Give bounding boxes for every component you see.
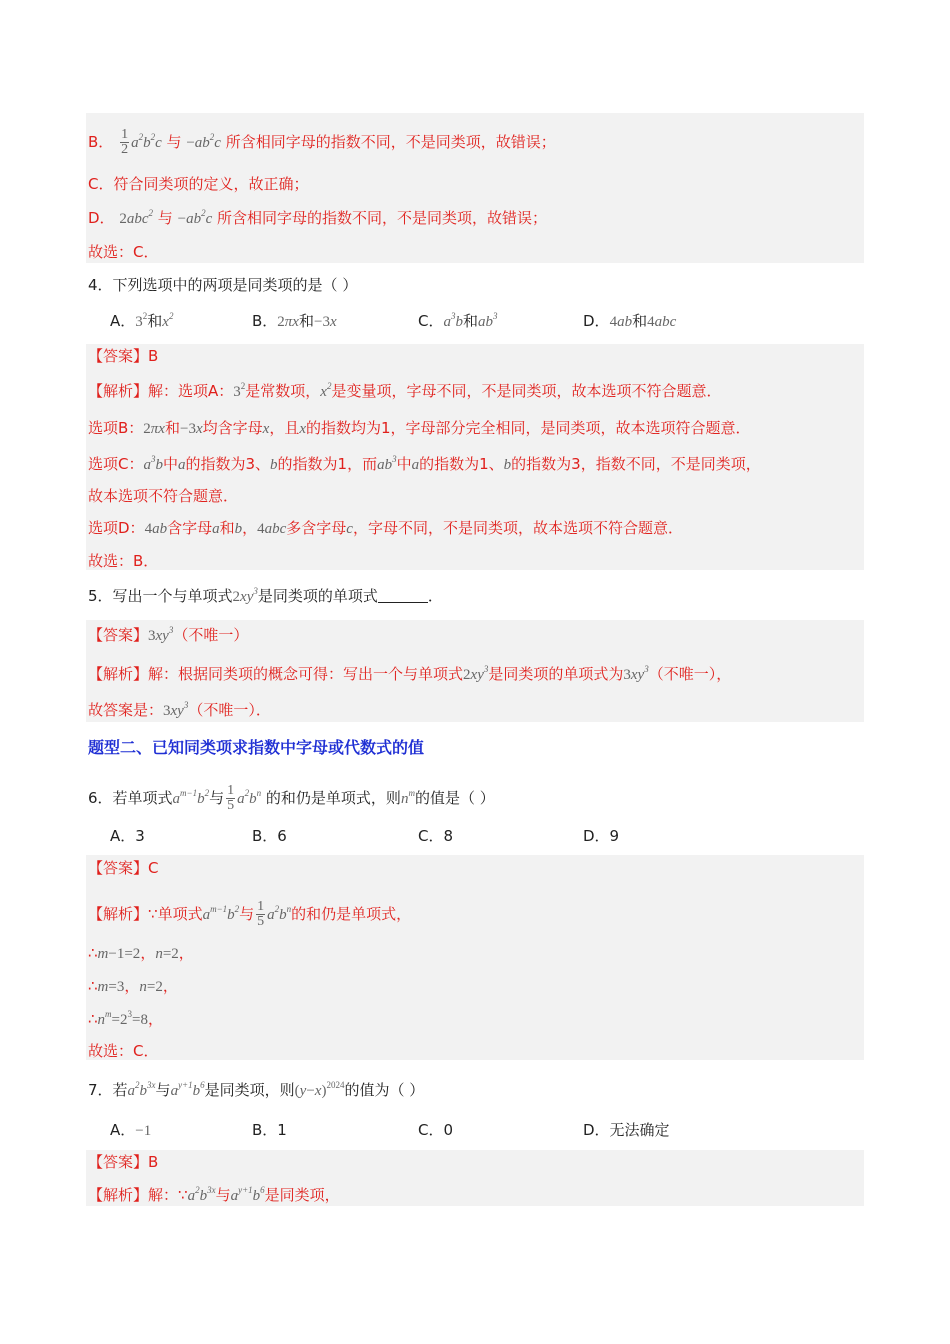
- q4-analysis-c: 选项C：$a^3b$中a的指数为3、b的指数为1，而$ab^3$中a的指数为1、b的指数为3，指数不同，不是同类项，: [88, 454, 761, 473]
- q4-analysis-b: 选项B：2πx和−3x均含字母x，且x的指数均为1，字母部分完全相同，是同类项，故本选项符合题意．: [88, 419, 751, 437]
- q4-analysis-c-cont: 故本选项不符合题意．: [88, 487, 239, 505]
- q7-option-c: C．0: [418, 1121, 454, 1139]
- q4-option-d: D．4ab和4abc: [583, 312, 677, 330]
- q5-final-answer: 故答案是：$3xy^3$（不唯一）．: [88, 700, 271, 719]
- q6-option-a: A．3: [110, 827, 145, 845]
- q5-answer: 【答案】$3xy^3$（不唯一）: [88, 625, 249, 644]
- q3-conclusion: 故选：C．: [88, 243, 159, 261]
- q6-stem: 6．若单项式$a^{m-1}b^2$与 $\frac{1}{5}$ $a^2b^n$ 的和仍是单项式，则$n^m$的值是（ ）: [88, 783, 495, 813]
- q6-step-2: ∴m=3，n=2，: [88, 977, 178, 995]
- q4-answer: 【答案】B: [88, 347, 159, 365]
- q6-analysis: 【解析】∵单项式$a^{m-1}b^2$与 $\frac{1}{5}$ $a^2b^n$的和仍是单项式，: [88, 899, 412, 929]
- q7-answer: 【答案】B: [88, 1153, 159, 1171]
- q7-option-d: D．无法确定: [583, 1121, 670, 1139]
- q6-conclusion: 故选：C．: [88, 1042, 159, 1060]
- q4-analysis-a: 【解析】解：选项A：$3^2$是常数项，$x^2$是变量项，字母不同，不是同类项，故本选项不符合题意．: [88, 381, 722, 400]
- q3-option-b-analysis: B． $\frac{1}{2}$ $a^2b^2c$ 与 $-ab^2c$ 所含相同字母的指数不同，不是同类项，故错误；: [88, 127, 556, 157]
- q6-answer: 【答案】C: [88, 859, 159, 877]
- answer-blank: [378, 588, 428, 603]
- q5-stem: 5．写出一个与单项式$2xy^3$是同类项的单项式 ．: [88, 586, 443, 605]
- q4-option-b: B．2πx和−3x: [252, 312, 337, 330]
- section-heading: 题型二、已知同类项求指数中字母或代数式的值: [88, 738, 425, 757]
- q6-solution-box: [86, 855, 864, 1060]
- q4-analysis-d: 选项D：4ab含字母a和b，4abc多含字母c，字母不同，不是同类项，故本选项不符合题意．: [88, 519, 683, 537]
- fraction-fifth: $\frac{1}{5}$: [227, 783, 235, 813]
- q4-option-a: A．$3^2$和$x^2$: [110, 311, 174, 330]
- q6-option-d: D．9: [583, 827, 620, 845]
- q4-stem: 4．下列选项中的两项是同类项的是（ ）: [88, 276, 358, 294]
- q6-option-b: B．6: [252, 827, 287, 845]
- q6-step-1: ∴m−1=2，n=2，: [88, 944, 194, 962]
- q3-option-d-analysis: D． 2abc$^2$ 与 $-ab^2c$ 所含相同字母的指数不同，不是同类项，故错误；: [88, 208, 548, 227]
- q6-option-c: C．8: [418, 827, 454, 845]
- q7-option-b: B．1: [252, 1121, 287, 1139]
- q7-stem: 7．若$a^2b^{3x}$与$a^{y+1}b^6$是同类项，则$(y-x)^{2024}$的值为（ ）: [88, 1080, 425, 1099]
- q5-analysis: 【解析】解：根据同类项的概念可得：写出一个与单项式$2xy^3$是同类项的单项式为$3xy^3$（不唯一），: [88, 664, 732, 683]
- fraction-half: $\frac{1}{2}$: [121, 127, 129, 157]
- q3-option-c-analysis: C．符合同类项的定义，故正确；: [88, 175, 309, 193]
- q7-analysis: 【解析】解：$\because a^2b^{3x}$与$a^{y+1}b^6$是同类项，: [88, 1185, 340, 1204]
- fraction-fifth: $\frac{1}{5}$: [257, 899, 265, 929]
- q7-option-a: A．−1: [110, 1121, 152, 1139]
- q4-conclusion: 故选：B．: [88, 552, 159, 570]
- q4-option-c: C．$a^3b$和$ab^3$: [418, 311, 498, 330]
- q6-step-3: $\therefore n^m=2^3=8$，: [88, 1009, 163, 1028]
